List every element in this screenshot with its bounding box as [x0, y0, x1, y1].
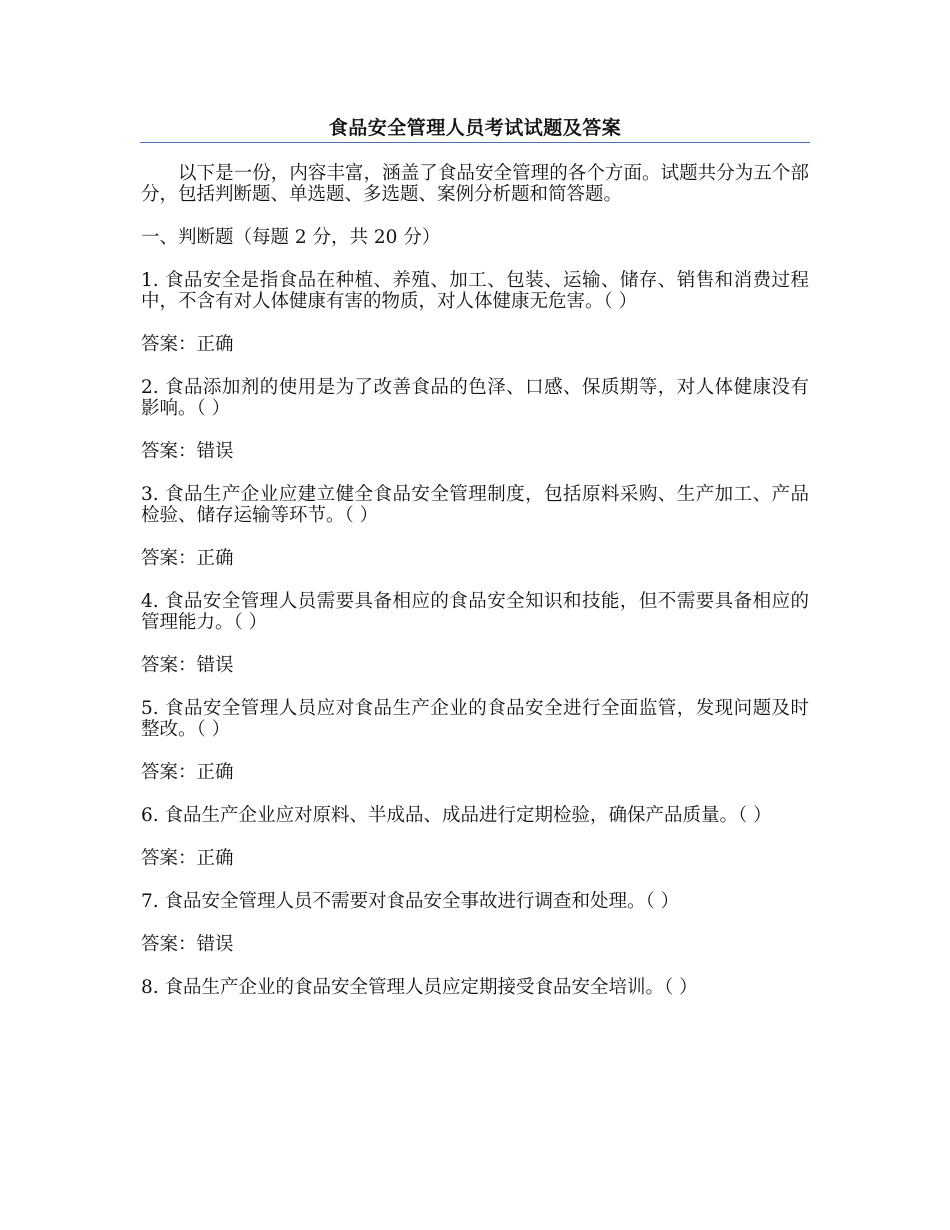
answer-6: 答案：正确 [141, 848, 234, 869]
answer-2: 答案：错误 [141, 441, 234, 462]
answer-1: 答案：正确 [141, 334, 234, 355]
answer-4: 答案：错误 [141, 655, 234, 676]
answer-7: 答案：错误 [141, 934, 234, 955]
question-7: 7. 食品安全管理人员不需要对食品安全事故进行调查和处理。（ ） [141, 891, 680, 912]
answer-5: 答案：正确 [141, 762, 234, 783]
question-5: 5. 食品安全管理人员应对食品生产企业的食品安全进行全面监管，发现问题及时整改。（ ） [141, 698, 809, 740]
question-1: 1. 食品安全是指食品在种植、养殖、加工、包装、运输、储存、销售和消费过程中，不含有对人体健康有害的物质，对人体健康无危害。（ ） [141, 270, 809, 312]
section-heading-true-false: 一、判断题（每题 2 分，共 20 分） [141, 227, 441, 248]
answer-3: 答案：正确 [141, 548, 234, 569]
question-8: 8. 食品生产企业的食品安全管理人员应定期接受食品安全培训。（ ） [141, 977, 698, 998]
document-body [141, 163, 809, 1020]
document-title: 食品安全管理人员考试试题及答案 [140, 116, 810, 143]
question-3: 3. 食品生产企业应建立健全食品安全管理制度，包括原料采购、生产加工、产品检验、储存运输等环节。（ ） [141, 484, 809, 526]
question-4: 4. 食品安全管理人员需要具备相应的食品安全知识和技能，但不需要具备相应的管理能力。（ ） [141, 591, 809, 633]
question-2: 2. 食品添加剂的使用是为了改善食品的色泽、口感、保质期等，对人体健康没有影响。（ ） [141, 377, 809, 419]
question-6: 6. 食品生产企业应对原料、半成品、成品进行定期检验，确保产品质量。（ ） [141, 805, 772, 826]
intro-paragraph: 以下是一份，内容丰富，涵盖了食品安全管理的各个方面。试题共分为五个部分，包括判断题、单选题、多选题、案例分析题和简答题。 [141, 163, 809, 205]
